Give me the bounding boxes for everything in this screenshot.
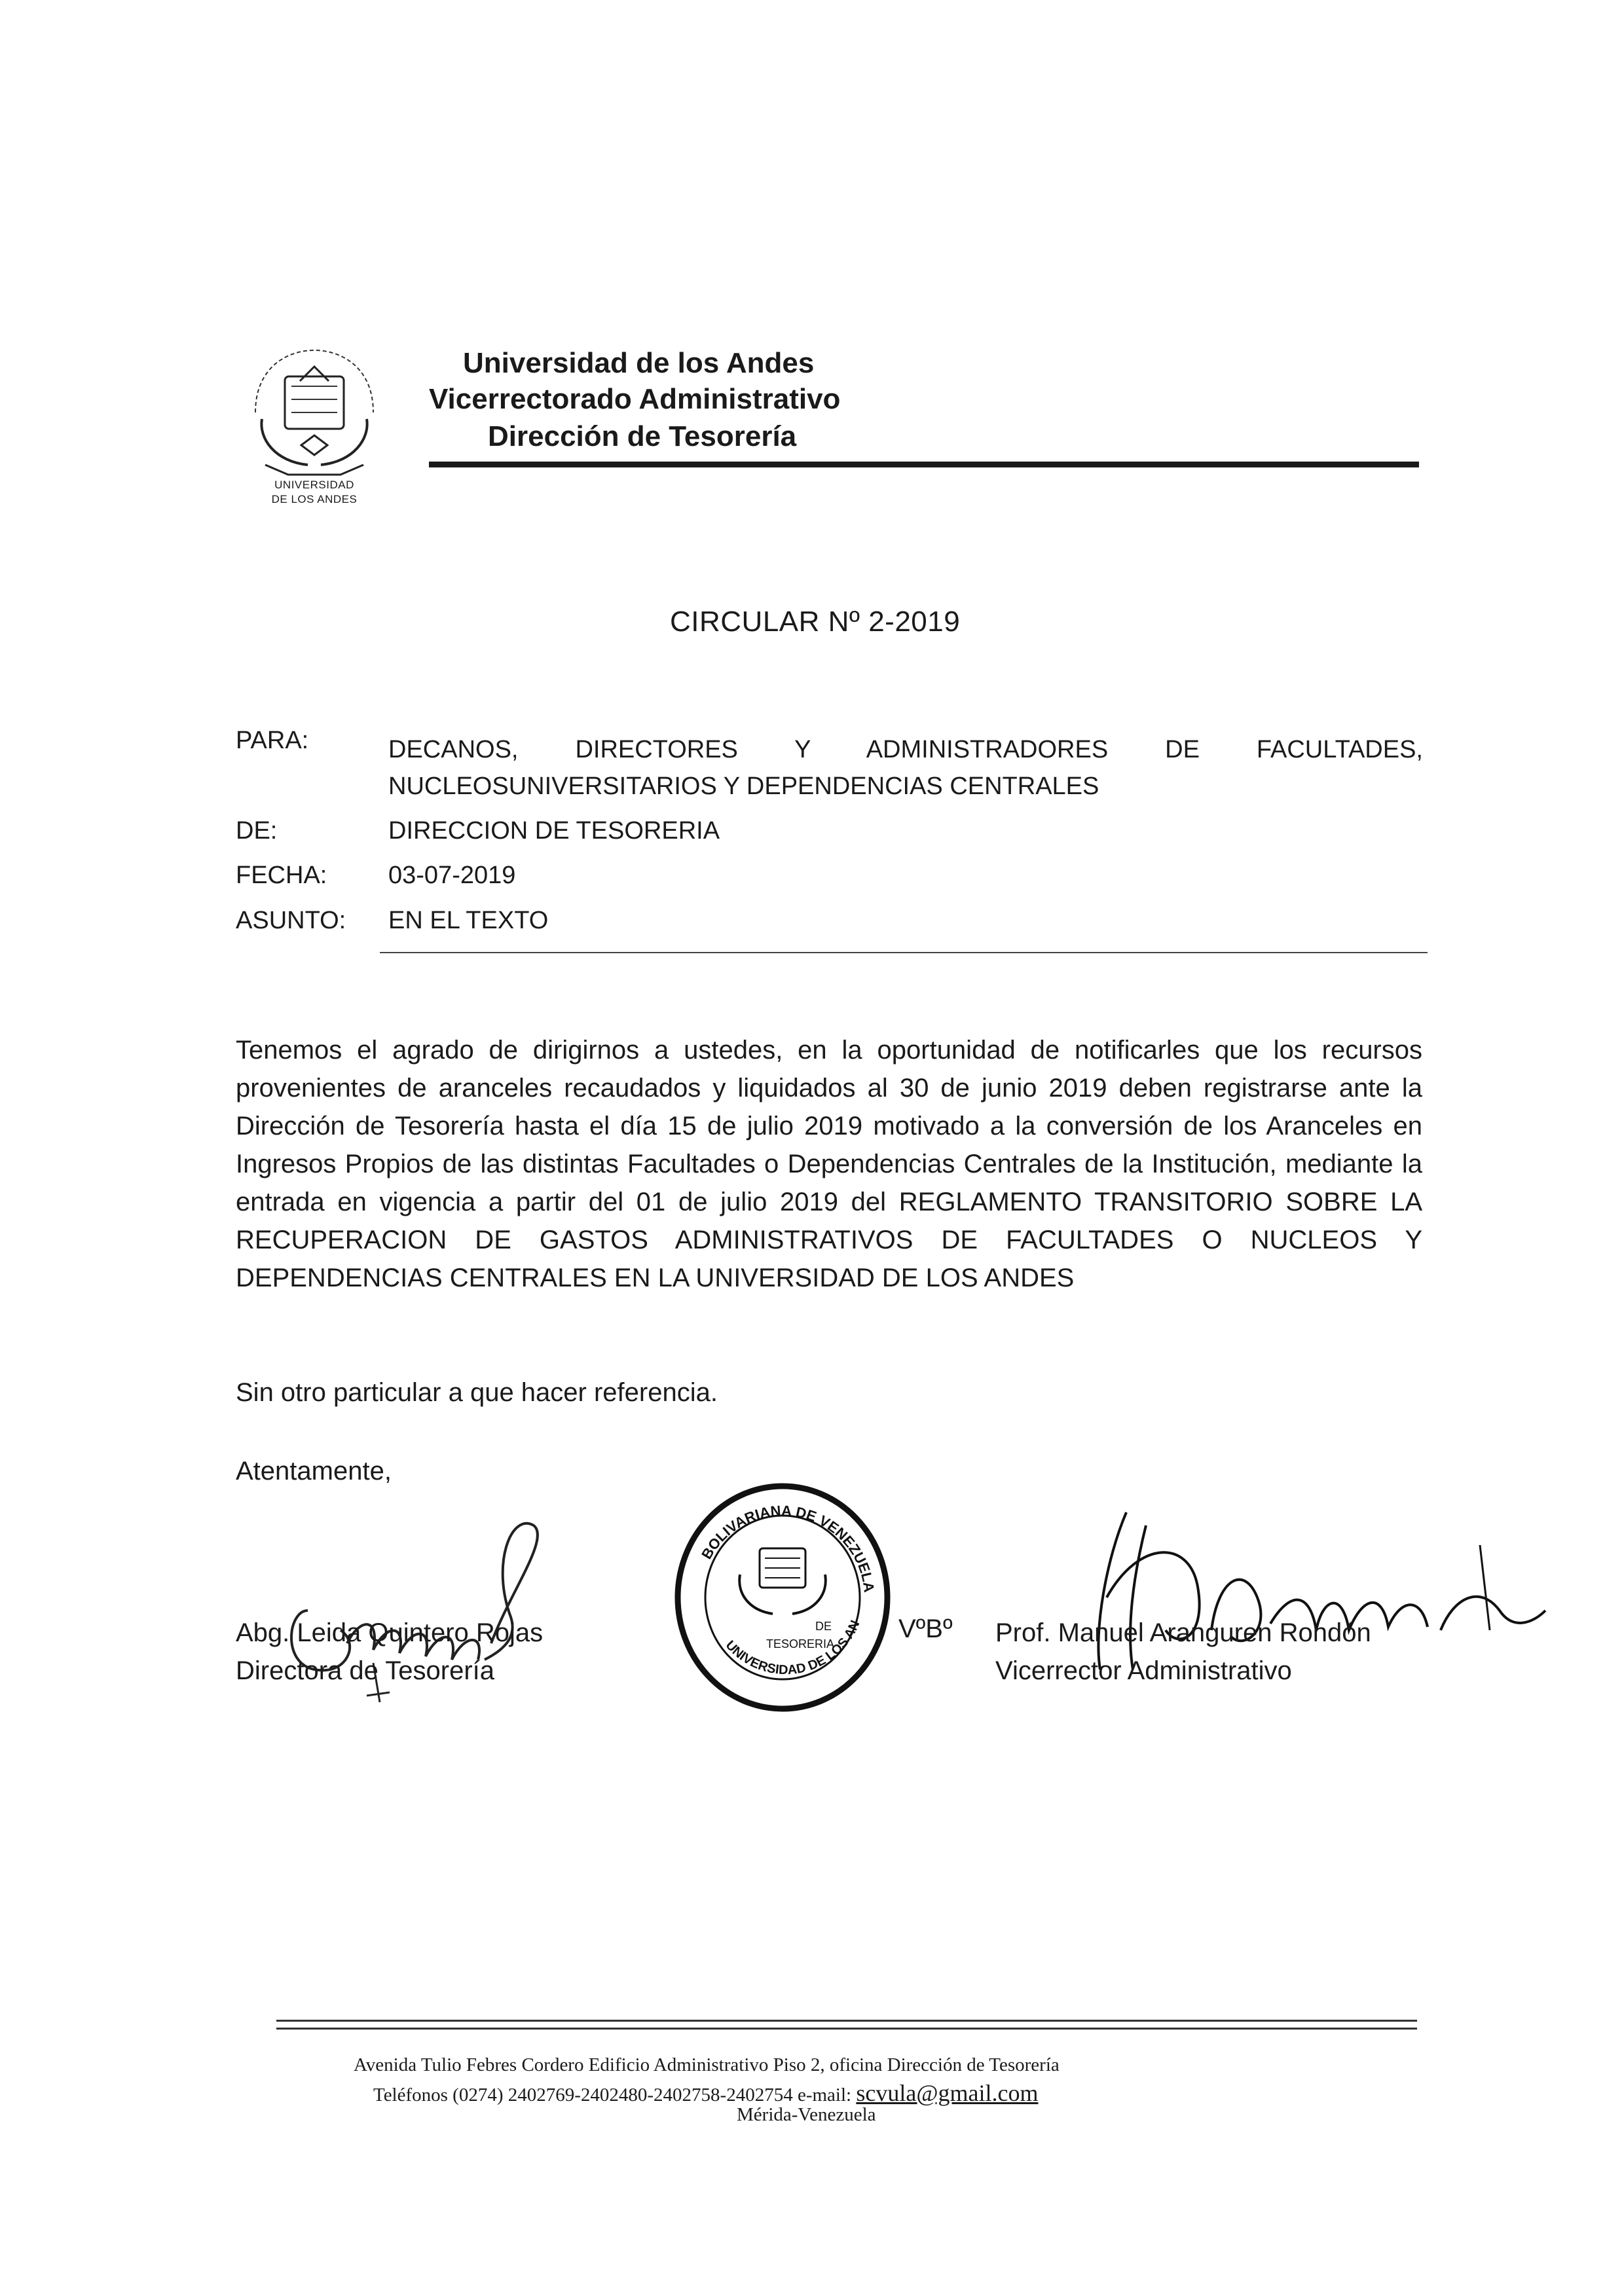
signature-right-title: Vicerrector Administrativo xyxy=(995,1656,1292,1685)
memo-divider xyxy=(380,952,1428,953)
de-label: DE: xyxy=(236,817,278,845)
footer-address: Avenida Tulio Febres Cordero Edificio Administrativo Piso 2, oficina Dirección de Tesorería xyxy=(354,2054,1060,2075)
signature-left-name: Abg. Leida Quintero Rojas xyxy=(236,1618,544,1647)
footer-phones: Teléfonos (0274) 2402769-2402480-2402758-2402754 e-mail: xyxy=(373,2085,857,2105)
seal-stamp-icon xyxy=(668,1476,897,1719)
signature-left-title: Directora de Tesorería xyxy=(236,1656,494,1685)
fecha-value: 03-07-2019 xyxy=(388,862,516,889)
seal-bottom-text: UNIVERSIDAD DE LOS AN xyxy=(722,1618,863,1678)
header-vicerrectorado: Vicerrectorado Administrativo xyxy=(429,383,841,415)
footer-email: scvula@gmail.com xyxy=(856,2080,1039,2106)
circular-title: CIRCULAR Nº 2-2019 xyxy=(670,606,961,638)
logo-caption-line-1: UNIVERSIDAD xyxy=(274,479,354,491)
logo-caption xyxy=(242,478,386,507)
body-paragraph: Tenemos el agrado de dirigirnos a ustedes, en la oportunidad de notificarles que los recursos provenientes de aranceles recaudados y liquidados al 30 de junio 2019 deben registrarse ante la Dirección de Tesorería hasta el día 15 de julio 2019 motivado a la conversión de los Aranceles en Ingresos Propios de las distintas Facultades o Dependencias Centrales de la Institución, mediante la entrada en vigencia a partir del 01 de julio 2019 del REGLAMENTO TRANSITORIO SOBRE LA RECUPERACION DE GASTOS ADMINISTRATIVOS DE FACULTADES O NUCLEOS Y DEPENDENCIAS CENTRALES EN LA UNIVERSIDAD DE LOS ANDES xyxy=(236,1036,1422,1292)
signature-right xyxy=(995,1614,1371,1690)
logo-caption-line-2: DE LOS ANDES xyxy=(271,493,358,505)
salutation: Atentamente, xyxy=(236,1457,392,1485)
header-divider xyxy=(429,462,1419,467)
signature-left xyxy=(236,1614,543,1690)
footer-contact xyxy=(373,2079,1038,2107)
seal-ring-text: BOLIVARIANA DE VENEZUELA xyxy=(698,1502,877,1594)
official-seal xyxy=(668,1476,897,1719)
asunto-label: ASUNTO: xyxy=(236,907,346,934)
para-label: PARA: xyxy=(236,727,309,754)
de-value: DIRECCION DE TESORERIA xyxy=(388,817,720,845)
footer-divider-top xyxy=(276,2020,1417,2022)
para-value: DECANOS, DIRECTORES Y ADMINISTRADORES DE FACULTADES, xyxy=(388,736,1423,763)
seal-inner-de: DE xyxy=(815,1620,832,1633)
footer-city: Mérida-Venezuela xyxy=(737,2104,876,2125)
seal-inner-tesoreria: TESORERIA xyxy=(766,1637,835,1650)
asunto-value: EN EL TEXTO xyxy=(388,907,549,934)
para-value-continued: NUCLEOSUNIVERSITARIOS Y DEPENDENCIAS CENTRALES xyxy=(388,773,1099,800)
header-direccion: Dirección de Tesorería xyxy=(488,420,797,452)
header-university: Universidad de los Andes xyxy=(463,347,815,379)
fecha-label: FECHA: xyxy=(236,862,327,889)
closing-line: Sin otro particular a que hacer referencia. xyxy=(236,1378,718,1407)
approval-mark: VºBº xyxy=(898,1614,953,1643)
university-crest-icon xyxy=(236,340,393,478)
footer-divider-bottom xyxy=(276,2028,1417,2030)
signature-right-name: Prof. Manuel Aranguren Rondón xyxy=(995,1618,1371,1647)
